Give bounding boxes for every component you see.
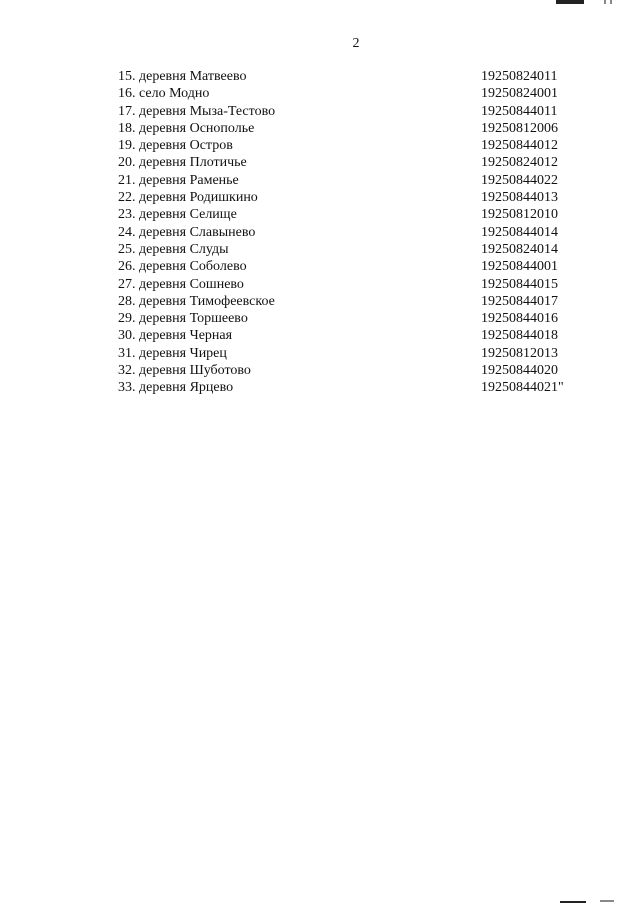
settlement-name: 25. деревня Слуды [118,241,229,257]
scan-mark [610,0,612,4]
settlement-code: 19250844012 [481,138,558,154]
settlement-name: 24. деревня Славынево [118,224,256,240]
settlement-name: 26. деревня Соболево [118,259,247,275]
list-item [118,120,588,137]
settlement-name: 27. деревня Сошнево [118,276,244,292]
page-number: 2 [352,36,360,51]
list-item [118,241,588,258]
settlement-name: 23. деревня Селище [118,207,237,223]
settlement-name: 15. деревня Матвеево [118,69,247,84]
list-item [118,258,588,275]
scan-mark [560,901,586,903]
list-item [118,68,588,85]
settlement-code: 19250844015 [481,276,558,292]
list-item [118,206,588,223]
list-item [118,85,588,102]
settlement-code: 19250812006 [481,120,558,136]
scan-mark [604,0,606,4]
settlement-name: 19. деревня Остров [118,138,233,154]
settlement-list [118,68,588,397]
list-item [118,293,588,310]
settlement-code: 19250824012 [481,155,558,171]
settlement-code: 19250844013 [481,190,558,206]
scan-mark [556,0,584,4]
settlement-name: 18. деревня Оснополье [118,120,255,136]
settlement-code: 19250844016 [481,311,558,327]
settlement-name: 32. деревня Шуботово [118,363,251,379]
settlement-code: 19250844014 [481,224,558,240]
list-item [118,154,588,171]
settlement-code: 19250824014 [481,241,558,257]
settlement-code: 19250844020 [481,363,558,379]
list-item [118,172,588,189]
list-item [118,345,588,362]
settlement-code: 19250844017 [481,293,558,309]
list-item [118,362,588,379]
settlement-code: 19250812010 [481,207,558,223]
settlement-name: 20. деревня Плотичье [118,155,247,171]
settlement-name: 16. село Модно [118,86,210,102]
list-item [118,189,588,206]
list-item [118,276,588,293]
settlement-name: 33. деревня Ярцево [118,380,234,396]
list-item [118,137,588,154]
list-item [118,224,588,241]
list-item [118,327,588,344]
settlement-name: 30. деревня Черная [118,328,233,344]
settlement-code: 19250844018 [481,328,558,344]
settlement-name: 22. деревня Родишкино [118,190,258,206]
settlement-name: 28. деревня Тимофеевское [118,293,275,309]
settlement-code: 19250824011 [481,69,558,84]
list-item [118,310,588,327]
settlement-name: 29. деревня Торшеево [118,311,248,327]
scan-mark [600,900,614,902]
settlement-name: 31. деревня Чирец [118,345,227,361]
settlement-code: 19250844022 [481,172,558,188]
list-item [118,379,588,396]
settlement-code: 19250824001 [481,86,558,102]
settlement-name: 21. деревня Раменье [118,172,239,188]
settlement-code: 19250844021" [481,380,564,396]
list-item [118,103,588,120]
settlement-code: 19250812013 [481,345,558,361]
settlement-code: 19250844001 [481,259,558,275]
settlement-name: 17. деревня Мыза-Тестово [118,103,276,119]
settlement-code: 19250844011 [481,103,558,119]
